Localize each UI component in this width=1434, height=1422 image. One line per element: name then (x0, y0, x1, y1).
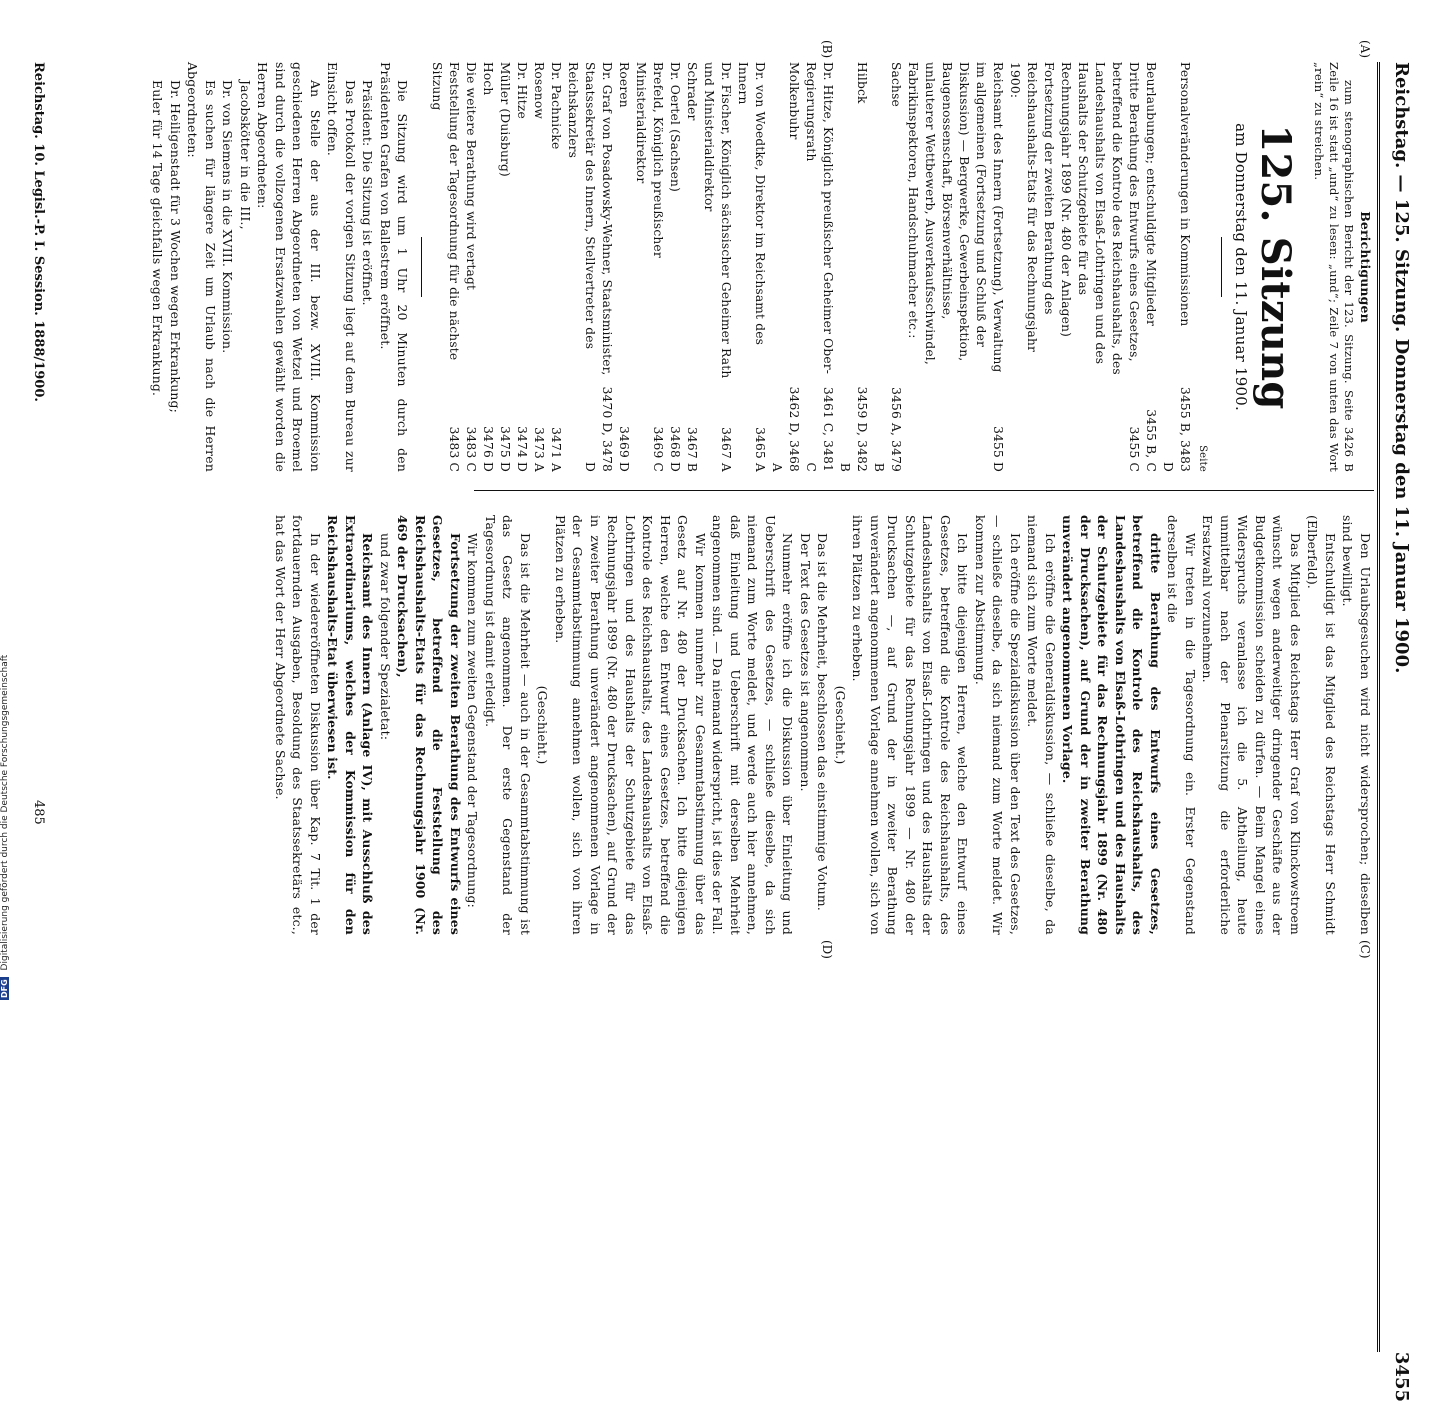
left-column (150, 62, 1374, 472)
toc-entry (616, 62, 633, 472)
header-rule (1377, 62, 1380, 1352)
toc-entry-text: Feststellung der Tagesordnung für die nächste Sitzung (430, 62, 462, 361)
toc-entry-text: Rosenow (532, 62, 547, 119)
margin-mark-b: (B) (820, 40, 834, 59)
toc-entry-page: 3455 C (1127, 426, 1142, 472)
body-paragraph: Die Sitzung wird um 1 Uhr 20 Minuten durch den Präsidenten Grafen von Ballestrem eröffnet. (378, 62, 411, 472)
body-paragraph: (Geschieht.) (535, 685, 551, 765)
body-paragraph: Reichsamt des Innern (Anlage IV), mit Ausschluß des Extraordinariums, welches der Kommission für den Reichshaushalts-Etat überwiesen ist. (325, 515, 376, 935)
toc-entry-page: 3465 A (753, 427, 768, 472)
corrections-text: zum stenographischen Bericht der 123. Sitzung. Seite 3426 B Zeile 16 ist statt „und“ zu lesen: „und“; Zeile 7 von unten das Wort „rein“ zu streichen. (1312, 62, 1357, 472)
body-paragraph: Das ist die Mehrheit — auch in der Gesammtabstimmung ist das Gesetz angenommen. Der erste Gegenstand der Tagesordnung ist damit erledigt. (483, 515, 533, 935)
toc-entry-page: 3455 D (991, 426, 1006, 472)
toc-entry-page: 3483 C (447, 426, 462, 472)
toc-entry-page: 3456 A, 3479 B (872, 387, 904, 472)
body-paragraph: Nunmehr eröffne ich die Diskussion über Einleitung und Ueberschrift des Gesetzes, — schließe dieselbe, da sich niemand zum Worte meldet, und werde auch hier annehmen, daß Einleitung und Ueberschrift mit derselben Mehrheit angenommen sind. — Da niemand widerspricht, ist dies der Fall. (710, 515, 796, 935)
toc-entry-page: 3455 B, 3483 D (1161, 386, 1193, 472)
body-paragraph: Das ist die Mehrheit, beschlossen das einstimmige Votum. (815, 533, 831, 911)
toc-entry-text: Hoch (481, 62, 496, 96)
toc-entry (684, 62, 701, 472)
footer-left: Reichstag. 10. Legisl.-P. I. Session. 1888/1900. (31, 62, 46, 402)
toc-entry-text: Dr. Fischer, Königlich sächsischer Geheimer Rath und Ministerialdirektor (702, 62, 734, 379)
toc-entry (497, 62, 514, 472)
corrections-title: Berichtigungen (1358, 211, 1373, 323)
header-title: Reichstag. — 125. Sitzung. Donnerstag den 11. Januar 1900. (1391, 62, 1412, 674)
toc-entry-page: 3459 D, 3482 B (838, 386, 870, 472)
table-of-contents (429, 62, 1194, 472)
body-paragraph: Wir kommen nunmehr zur Gesammtabstimmung über das Gesetz auf Nr. 480 der Drucksachen. Ich bitte diejenigen Herren, welche den Entwurf eines Gesetzes, betreffend die Kontrole des Reichshaushalts, des Landeshaushalts von Elsaß-Lothringen und des Haushalts der Schutzgebiete für das Rechnungsjahr 1899 (Nr. 480 der Drucksachen), auf Grund der in zweiter Berathung unverändert angenommenen Vorlage in der Gesammtabstimmung annehmen wollen, sich von ihren Plätzen zu erheben. (553, 515, 708, 935)
body-paragraph: Dr. von Siemens in die XVIII. Kommission. (220, 80, 236, 354)
right-column (273, 515, 1374, 935)
toc-entry (1058, 62, 1143, 472)
divider (422, 237, 423, 297)
margin-mark-d: (D) (820, 940, 834, 959)
body-paragraph: Ich bitte diejenigen Herren, welche den Entwurf eines Gesetzes, betreffend die Kontrole des Reichshaushalts, des Landeshaushalts von Elsaß-Lothringen und des Haushalts der Schutzgebiete für das Rechnungsjahr 1899 — Nr. 480 der Drucksachen —, auf Grund der in zweiter Berathung unverändert angenommenen Vorlage annehmen wollen, sich von ihren Plätzen zu erheben. (850, 515, 971, 935)
toc-entry-page: 3476 D (481, 426, 496, 472)
toc-entry-text: Die weitere Berathung wird vertagt (464, 62, 479, 291)
toc-entry-text: Müller (Duisburg) (498, 62, 513, 177)
footer-right: 485 (31, 800, 46, 825)
toc-entry (565, 62, 616, 472)
toc-entry (769, 62, 803, 472)
page-number: 3455 (1391, 1351, 1412, 1402)
toc-entry-page: 3467 A (719, 427, 734, 472)
body-paragraph: Den Urlaubsgesuchen wird nicht widersprochen; dieselben sind bewilligt. (1340, 515, 1373, 935)
toc-entry-text: Dr. Graf von Posadowsky-Wehner, Staatsminister, Staatssekretär des Innern, Stellvertreter des Reichskanzlers (566, 62, 615, 376)
session-date: am Donnerstag den 11. Januar 1900. (1232, 123, 1251, 411)
toc-entry-text: Fortsetzung der zweiten Berathung des Reichshaushalts-Etats für das Rechnungsjahr 1900: (1008, 62, 1057, 353)
body-paragraph: Das Protokoll der vorigen Sitzung liegt auf dem Bureau zur Einsicht offen. (325, 62, 358, 472)
margin-mark-a: (A) (1358, 40, 1372, 59)
toc-entry-text: Reichsamt des Innern (Fortsetzung), Verwaltung im allgemeinen (Fortsetzung und Schluß der Diskussion) — Bergwerke, Gewerbeinspektion, Baugenossenschaft, Börsenverhältnisse, unlauterer Wettbewerb, Ausverkaufsschwindel, Fabrikinspektoren, Handschuhmacher etc.: (906, 62, 1006, 373)
toc-entry (905, 62, 1007, 472)
divider (1221, 237, 1222, 297)
toc-entry (837, 62, 871, 472)
toc-entry (548, 62, 565, 472)
toc-entry (701, 62, 735, 472)
toc-entry-page: 3471 A (549, 427, 564, 472)
toc-entry-page: 3462 D, 3468 A (770, 386, 802, 472)
toc-entry-page: 3474 D (515, 426, 530, 472)
body-paragraph: (Geschieht.) (833, 685, 848, 765)
body-paragraph: Jacobskötter in die III., (238, 80, 253, 230)
toc-entry-text: Hilbck (855, 62, 870, 104)
toc-entry-text: Beurlaubungen; entschuldigte Mitglieder (1144, 62, 1159, 327)
digitization-note (0, 0, 10, 1000)
toc-entry (1007, 62, 1058, 472)
body-paragraph: Das Mitglied des Reichstags Herr Graf von Klinckowstroem wünscht wegen anderweitiger dringender Geschäfte aus der Budgetkommission scheiden zu dürfen. — Beim Mangel eines Widerspruchs veranlasse ich die 5. Abtheilung, heute unmittelbar nach der Plenarsitzung die erforderliche Ersatzwahl vorzunehmen. (1200, 515, 1303, 935)
toc-entry-page: 3468 D (668, 426, 683, 472)
body-paragraph: Ich eröffne die Generaldiskussion, — schließe dieselbe, da niemand sich zum Worte meldet. (1025, 515, 1058, 935)
toc-entry-page: 3469 D (617, 426, 632, 472)
toc-entry (531, 62, 548, 472)
toc-entry-page: 3475 D (498, 426, 513, 472)
body-paragraph: Dr. Heiligenstadt für 3 Wochen wegen Erkrankung; (168, 80, 183, 414)
body-paragraph: Entschuldigt ist das Mitglied des Reichstags Herr Schmidt (Elberfeld). (1305, 515, 1338, 935)
toc-entry (480, 62, 497, 472)
body-paragraph: Präsident: Die Sitzung ist eröffnet. (360, 80, 376, 306)
toc-entry-page: 3470 D, 3478 D (583, 386, 615, 472)
right-body-text (272, 515, 1375, 935)
body-paragraph: Wir kommen zum zweiten Gegenstand der Tagesordnung: (465, 533, 481, 908)
toc-entry (871, 62, 905, 472)
toc-entry-text: Dr. Hitze, Königlich preußischer Geheimer Ober-Regierungsrath (804, 62, 836, 375)
toc-entry-page: 3455 B, C (1144, 409, 1159, 472)
body-paragraph: In der wiedereröffneten Diskussion über Kap. 7 Tit. 1 der fortdauernden Ausgaben, Besoldung des Staatssekretärs etc., hat das Wort der Herr Abgeordnete Sachse. (273, 515, 323, 935)
toc-entry-text: Brefeld, Königlich preußischer Ministerialdirektor (634, 62, 666, 258)
toc-entry (463, 62, 480, 472)
toc-entry (429, 62, 463, 472)
toc-entry-page (1007, 382, 1058, 472)
toc-entry-text: Molkenbuhr (787, 62, 802, 140)
toc-entry-text: Dr. Oertel (Sachsen) (668, 62, 683, 193)
toc-entry (735, 62, 769, 472)
left-body-text (149, 62, 412, 472)
toc-entry-text: Dr. Pachnicke (549, 62, 564, 150)
body-paragraph: Es suchen für längere Zeit um Urlaub nach die Herren Abgeordneten: (185, 62, 218, 472)
body-paragraph: An Stelle der aus der III. bezw. XVIII. Kommission geschiedenen Herren Abgeordneten von Wetzel und Broemel sind durch die vollzogenen Ersatzwahlen gewählt worden die Herren Abgeordneten: (255, 62, 323, 472)
toc-entry-page: 3473 A (532, 427, 547, 472)
toc-entry-text: Dr. Hitze (515, 62, 530, 119)
toc-entry (1160, 62, 1194, 472)
toc-entry (803, 62, 837, 472)
toc-entry (514, 62, 531, 472)
toc-entry-page: 3469 C (651, 426, 666, 472)
body-paragraph: Wir treten in die Tagesordnung ein. Erster Gegenstand derselben ist die (1165, 515, 1198, 935)
toc-entry-text: Dritte Berathung des Entwurfs eines Gesetzes, betreffend die Kontrole des Reichshaushalts, des Landeshaushalts von Elsaß-Lothringen und des Haushalts der Schutzgebiete für das Rechnungsjahr 1899 (Nr. 480 der Anlagen) (1059, 62, 1142, 375)
dfg-logo: DFG (0, 979, 9, 998)
toc-entry (1143, 62, 1160, 472)
toc-entry-text: Roeren (617, 62, 632, 108)
seite-label: Seite (1197, 445, 1208, 472)
running-header (1384, 62, 1412, 1422)
toc-entry-text: Personalveränderungen in Kommissionen (1178, 62, 1193, 327)
body-paragraph: Euler für 14 Tage gleichfalls wegen Erkrankung. (150, 80, 166, 397)
toc-entry-page: 3461 C, 3481 C (804, 387, 836, 472)
toc-entry-text: Sachse (889, 62, 904, 107)
body-paragraph: Fortsetzung der zweiten Berathung des Entwurfs eines Gesetzes, betreffend die Feststellung des Reichshaushalts-Etats für das Rechnungsjahr 1900 (Nr. 469 der Drucksachen), (395, 515, 463, 935)
toc-entry (667, 62, 684, 472)
body-paragraph: Der Text des Gesetzes ist angenommen. (798, 533, 813, 792)
body-paragraph: dritte Berathung des Entwurfs eines Gesetzes, betreffend die Kontrole des Reichshaushalts, des Landeshaushalts von Elsaß-Lothringen und des Haushalts der Schutzgebiete für das Rechnungsjahr 1899 (Nr. 480 der Drucksachen), auf Grund der in zweiter Berathung unverändert angenommenen Vorlage. (1060, 515, 1163, 935)
margin-mark-c: (C) (1358, 940, 1372, 959)
toc-entry-text: Dr. von Woedtke, Direktor im Reichsamt des Innern (736, 62, 768, 346)
body-paragraph: Ich eröffne die Spezialdiskussion über den Text des Gesetzes, — schließe dieselbe, da sich niemand zum Worte meldet. Wir kommen zur Abstimmung. (973, 515, 1023, 935)
toc-entry-page: 3467 B (685, 426, 700, 472)
body-paragraph: und zwar folgender Spezialetat: (378, 533, 393, 741)
toc-entry (633, 62, 667, 472)
toc-entry-text: Schrader (685, 62, 700, 121)
digitization-text: Digitalisierung gefördert durch die Deutsche Forschungsgemeinschaft (0, 654, 10, 971)
session-title: 125. Sitzung (1252, 124, 1300, 410)
column-divider (474, 490, 1374, 491)
toc-entry-page: 3483 C (464, 426, 479, 472)
